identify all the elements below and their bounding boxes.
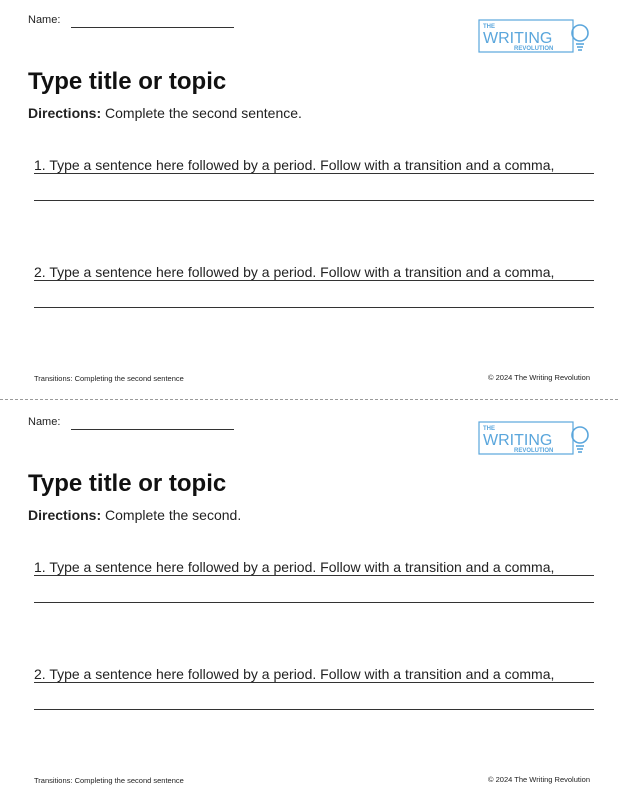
footer-copyright: © 2024 The Writing Revolution [488, 775, 590, 784]
logo-small-text: THE [483, 426, 495, 432]
name-label: Name: [28, 416, 61, 428]
sentence-prompt-2[interactable]: 2. Type a sentence here followed by a period. Follow with a transition and a comma, [34, 661, 594, 715]
lightbulb-icon [572, 427, 588, 452]
directions-text: Complete the second sentence. [105, 105, 302, 121]
logo-small-text: THE [483, 24, 495, 30]
logo-main-text: WRITING [483, 30, 553, 47]
sentence-item-2[interactable] [34, 259, 594, 313]
footer-title: Transitions: Completing the second sentence [34, 374, 184, 383]
directions [28, 507, 241, 523]
cut-line-divider [0, 399, 618, 400]
page-title[interactable]: Type title or topic [28, 470, 227, 497]
logo-sub-text: REVOLUTION [514, 46, 554, 52]
name-field[interactable] [71, 429, 234, 430]
sentence-item-1[interactable] [34, 152, 594, 206]
directions-label: Directions: [28, 507, 102, 523]
writing-revolution-logo [478, 418, 594, 458]
sentence-item-1[interactable] [34, 554, 594, 608]
name-label: Name: [28, 14, 61, 26]
sentence-prompt-1[interactable]: 1. Type a sentence here followed by a period. Follow with a transition and a comma, [34, 152, 594, 206]
page-title[interactable]: Type title or topic [28, 68, 227, 95]
lightbulb-icon [572, 25, 588, 50]
logo-main-text: WRITING [483, 432, 553, 449]
sentence-item-2[interactable] [34, 661, 594, 715]
footer-copyright: © 2024 The Writing Revolution [488, 373, 590, 382]
logo-sub-text: REVOLUTION [514, 448, 554, 454]
footer-title: Transitions: Completing the second sentence [34, 776, 184, 785]
sentence-prompt-2[interactable]: 2. Type a sentence here followed by a period. Follow with a transition and a comma, [34, 259, 594, 313]
worksheet-top [0, 0, 618, 400]
directions [28, 105, 302, 121]
directions-text: Complete the second. [105, 507, 242, 523]
directions-label: Directions: [28, 105, 102, 121]
worksheet-bottom [0, 402, 618, 802]
writing-revolution-logo [478, 16, 594, 56]
name-field[interactable] [71, 27, 234, 28]
sentence-prompt-1[interactable]: 1. Type a sentence here followed by a period. Follow with a transition and a comma, [34, 554, 594, 608]
